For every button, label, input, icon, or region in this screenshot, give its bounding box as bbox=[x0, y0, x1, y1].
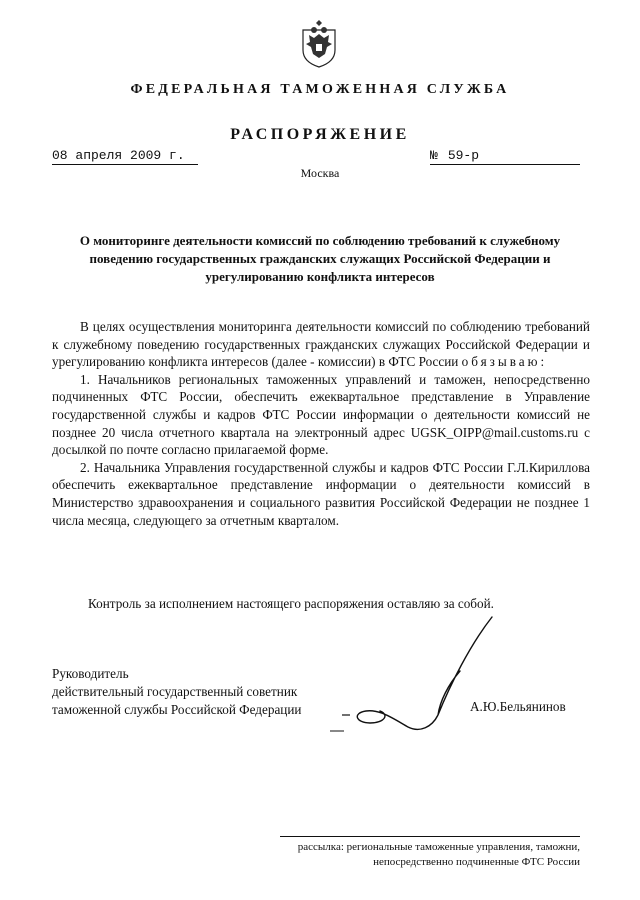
distribution-divider bbox=[280, 836, 580, 837]
item-1-paragraph: 1. Начальников региональных таможенных управлений и таможен, непосредственно подчиненных ФТС России, обеспечить ежеквартальное представление в Управление государственной службы и кадров ФТС России информации о деятельности комиссий не позднее 20 числа отчетного квартала на электронный адрес UGSK_OIPP@mail.customs.ru с досылкой по почте согласно прилагаемой форме. bbox=[52, 371, 590, 458]
number-sign: № bbox=[430, 148, 438, 163]
signatory-position: Руководитель bbox=[52, 666, 129, 681]
item-2-paragraph: 2. Начальника Управления государственной службы и кадров ФТС России Г.Л.Кириллова обеспечить ежеквартальное представление информации о деятельности комиссий в Министерство здравоохранения и социального развития Российской Федерации не позднее 1 числа месяца, следующего за отчетным кварталом. bbox=[52, 459, 590, 528]
document-subject: О мониторинге деятельности комиссий по соблюдению требований к служебному поведению государственных гражданских служащих Российской Федерации и урегулированию конфликта интересов bbox=[79, 233, 561, 284]
handwritten-signature bbox=[320, 615, 500, 740]
signatory-name: А.Ю.Бельянинов bbox=[470, 699, 566, 714]
document-number bbox=[430, 148, 580, 165]
distribution-line-2: непосредственно подчиненные ФТС России bbox=[373, 856, 580, 868]
document-type-title: РАСПОРЯЖЕНИЕ bbox=[230, 126, 410, 143]
control-paragraph: Контроль за исполнением настоящего распоряжения оставляю за собой. bbox=[88, 596, 494, 611]
intro-text: В целях осуществления мониторинга деятельности комиссий по соблюдению требований к служебному поведению государственных гражданских служащих Российской Федерации и урегулированию конфликта интересов (далее - комиссии) в ФТС России bbox=[52, 319, 590, 370]
document-date: 08 апреля 2009 г. bbox=[52, 148, 198, 165]
oblige-word: обязываю: bbox=[461, 354, 548, 370]
signatory-rank: действительный государственный советник bbox=[52, 684, 298, 699]
document-city: Москва bbox=[300, 166, 340, 180]
intro-paragraph bbox=[52, 318, 590, 371]
distribution-line-1: рассылка: региональные таможенные управления, таможни, bbox=[297, 841, 580, 853]
organization-name: ФЕДЕРАЛЬНАЯ ТАМОЖЕННАЯ СЛУЖБА bbox=[130, 82, 510, 97]
document-body bbox=[52, 318, 590, 529]
number-value: 59-р bbox=[447, 148, 480, 163]
signatory-service: таможенной службы Российской Федерации bbox=[52, 702, 302, 717]
state-emblem-icon bbox=[297, 20, 341, 68]
distribution-list bbox=[280, 840, 580, 870]
signatory-block bbox=[52, 665, 301, 719]
